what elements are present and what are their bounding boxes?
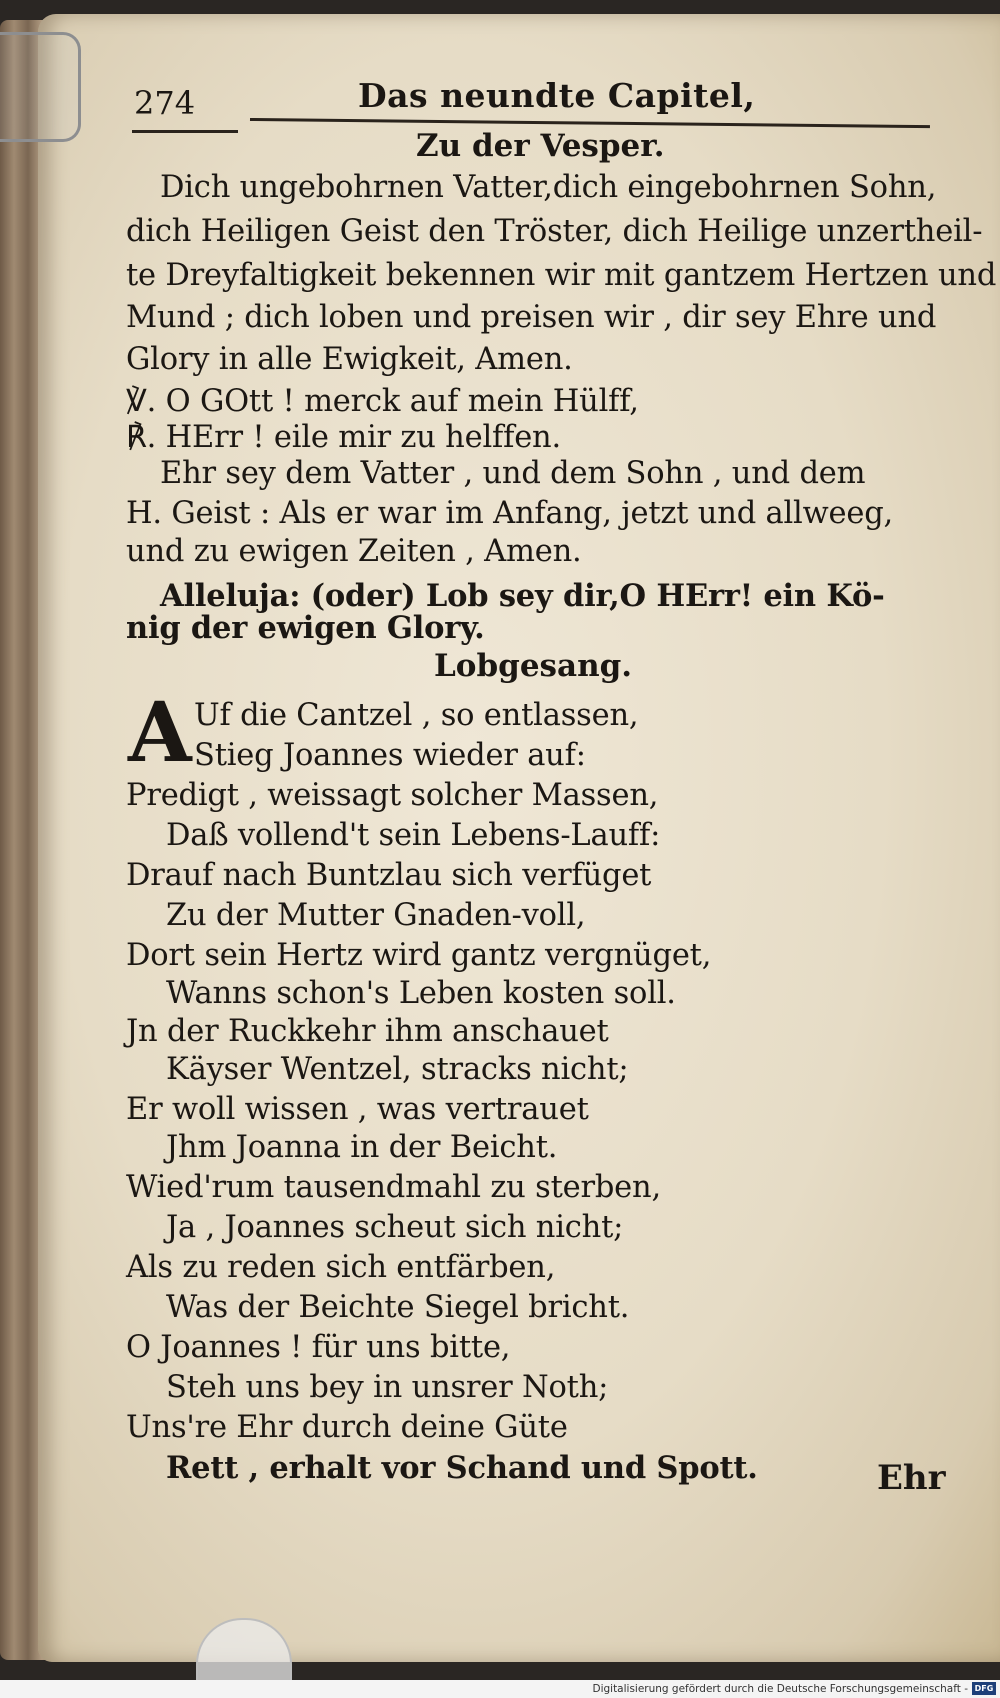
hymn-line: Wanns schon's Leben kosten soll. <box>166 976 676 1011</box>
hymn-line: Dort sein Hertz wird gantz vergnüget, <box>126 938 712 973</box>
versicle: ℣. O GOtt ! merck auf mein Hülff, <box>126 384 639 419</box>
hymn-line: Daß vollend't sein Lebens-Lauff: <box>166 818 661 853</box>
hymn-line: Als zu reden sich entfärben, <box>126 1250 556 1285</box>
prayer-line: te Dreyfaltigkeit bekennen wir mit gantzem Hertzen und <box>126 258 997 293</box>
dfg-logo[interactable]: DFG <box>972 1682 996 1695</box>
hymn-line: Ja , Joannes scheut sich nicht; <box>166 1210 624 1245</box>
hymn-line: Stieg Joannes wieder auf: <box>194 738 586 773</box>
alleluia-line: Alleluja: (oder) Lob sey dir,O HErr! ein Kö- <box>160 578 885 614</box>
hymn-line: O Joannes ! für uns bitte, <box>126 1330 511 1365</box>
prayer-line: Mund ; dich loben und preisen wir , dir sey Ehre und <box>126 300 937 335</box>
hymn-line: Wied'rum tausendmahl zu sterben, <box>126 1170 661 1205</box>
prayer-line: Dich ungebohrnen Vatter,dich eingebohrnen Sohn, <box>160 170 937 205</box>
doxology-line: Ehr sey dem Vatter , und dem Sohn , und dem <box>160 456 866 491</box>
catchword: Ehr <box>877 1458 946 1498</box>
prayer-line: Glory in alle Ewigkeit, Amen. <box>126 342 573 377</box>
hymn-line: Er woll wissen , was vertrauet <box>126 1092 589 1127</box>
hymn-line: Zu der Mutter Gnaden-voll, <box>166 898 586 933</box>
page-clip <box>0 32 81 142</box>
page-number: 274 <box>134 84 196 122</box>
running-head: Das neundte Capitel, <box>358 76 756 115</box>
hymn-title: Lobgesang. <box>434 648 633 684</box>
hymn-line: Predigt , weissagt solcher Massen, <box>126 778 659 813</box>
hymn-line: Drauf nach Buntzlau sich verfüget <box>126 858 652 893</box>
doxology-line: H. Geist : Als er war im Anfang, jetzt und allweeg, <box>126 496 894 531</box>
response: ℟. HErr ! eile mir zu helffen. <box>126 420 561 455</box>
hymn-line: Rett , erhalt vor Schand und Spott. <box>166 1450 758 1486</box>
hymn-line: Uns're Ehr durch deine Güte <box>126 1410 568 1445</box>
hymn-line: Jhm Joanna in der Beicht. <box>166 1130 558 1165</box>
doxology-line: und zu ewigen Zeiten , Amen. <box>126 534 582 569</box>
page-number-rule <box>132 130 238 133</box>
section-title: Zu der Vesper. <box>416 128 665 164</box>
hymn-line: Was der Beichte Siegel bricht. <box>166 1290 630 1325</box>
hymn-line: Käyser Wentzel, stracks nicht; <box>166 1052 629 1087</box>
hymn-line: Steh uns bey in unsrer Noth; <box>166 1370 609 1405</box>
hymn-initial: A <box>128 685 192 781</box>
footer-credit: Digitalisierung gefördert durch die Deutsche Forschungsgemeinschaft - <box>592 1683 968 1695</box>
prayer-line: dich Heiligen Geist den Tröster, dich Heilige unzertheil- <box>126 214 983 249</box>
alleluia-line: nig der ewigen Glory. <box>126 610 485 646</box>
hymn-line: Jn der Ruckkehr ihm anschauet <box>126 1014 609 1049</box>
hymn-line: Uf die Cantzel , so entlassen, <box>194 698 639 733</box>
